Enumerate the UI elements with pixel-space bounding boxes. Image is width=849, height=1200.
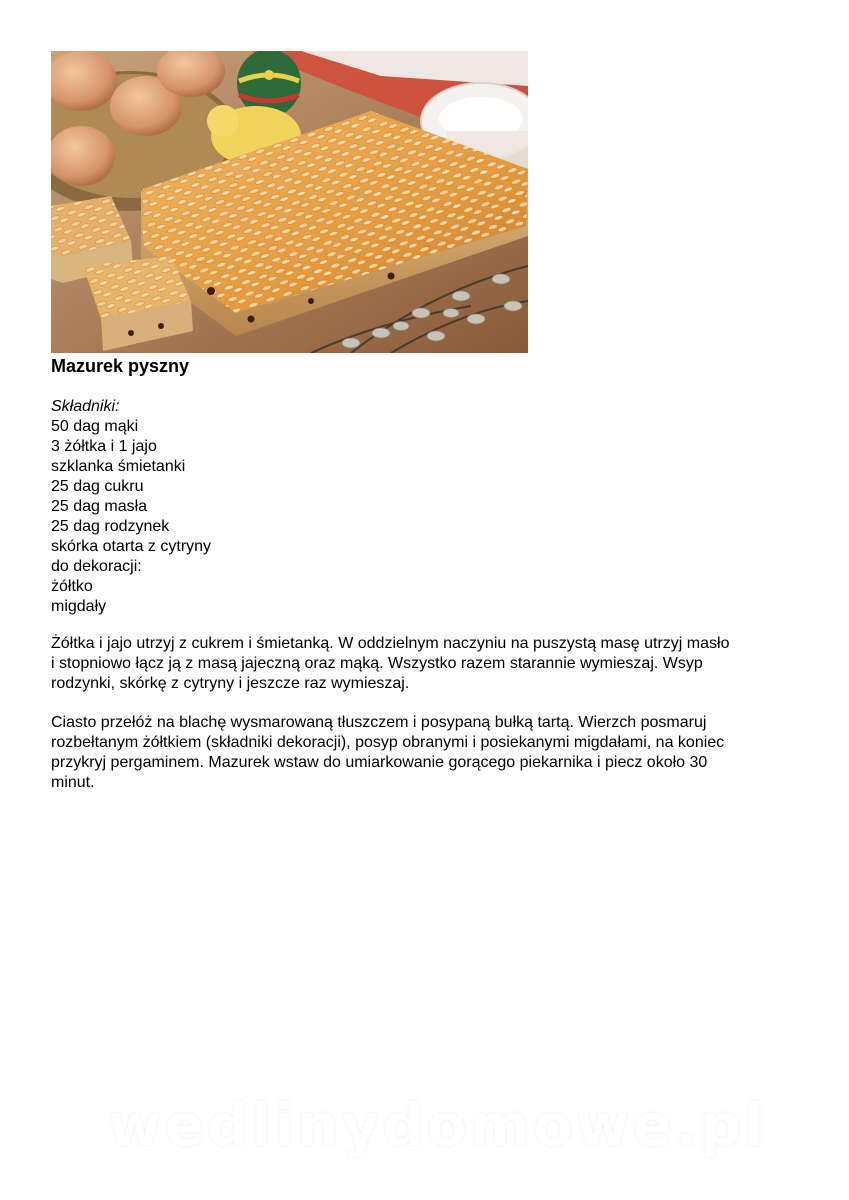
recipe-title: Mazurek pyszny <box>51 356 190 376</box>
ingredient-item: szklanka śmietanki <box>51 458 186 475</box>
ingredient-item: żółtko <box>51 578 93 595</box>
instructions-line: Żółtka i jajo utrzyj z cukrem i śmietanką. W oddzielnym naczyniu na puszystą masę utrzyj masło <box>51 635 730 652</box>
mazurek-cake-photo <box>51 51 528 353</box>
instructions-line: minut. <box>51 774 95 791</box>
site-watermark: wedlinydomowe.pl <box>108 1091 768 1159</box>
ingredient-item: 3 żółtka i 1 jajo <box>51 438 157 455</box>
ingredient-item: 25 dag rodzynek <box>51 518 170 535</box>
instructions-paragraph-1 <box>51 634 797 694</box>
ingredient-item: 25 dag masła <box>51 498 148 515</box>
ingredient-item: 25 dag cukru <box>51 478 144 495</box>
instructions-line: Ciasto przełóż na blachę wysmarowaną tłuszczem i posypaną bułką tartą. Wierzch posmaruj <box>51 714 707 731</box>
instructions-paragraph-2 <box>51 713 797 793</box>
ingredient-item: skórka otarta z cytryny <box>51 538 212 555</box>
ingredients-heading: Składniki: <box>51 398 120 415</box>
ingredient-item: 50 dag mąki <box>51 418 139 435</box>
instructions-line: rodzynki, skórkę z cytryny i jeszcze raz wymieszaj. <box>51 675 410 692</box>
ingredients-list <box>51 397 211 617</box>
instructions-line: i stopniowo łącz ją z masą jajeczną oraz mąką. Wszystko razem starannie wymieszaj. Wsyp <box>51 655 703 672</box>
instructions-line: przykryj pergaminem. Mazurek wstaw do umiarkowanie gorącego piekarnika i piecz około 30 <box>51 754 708 771</box>
ingredient-item: migdały <box>51 598 107 615</box>
instructions-line: rozbełtanym żółtkiem (składniki dekoracji), posyp obranymi i posiekanymi migdałami, na koniec <box>51 734 725 751</box>
ingredient-item: do dekoracji: <box>51 558 142 575</box>
